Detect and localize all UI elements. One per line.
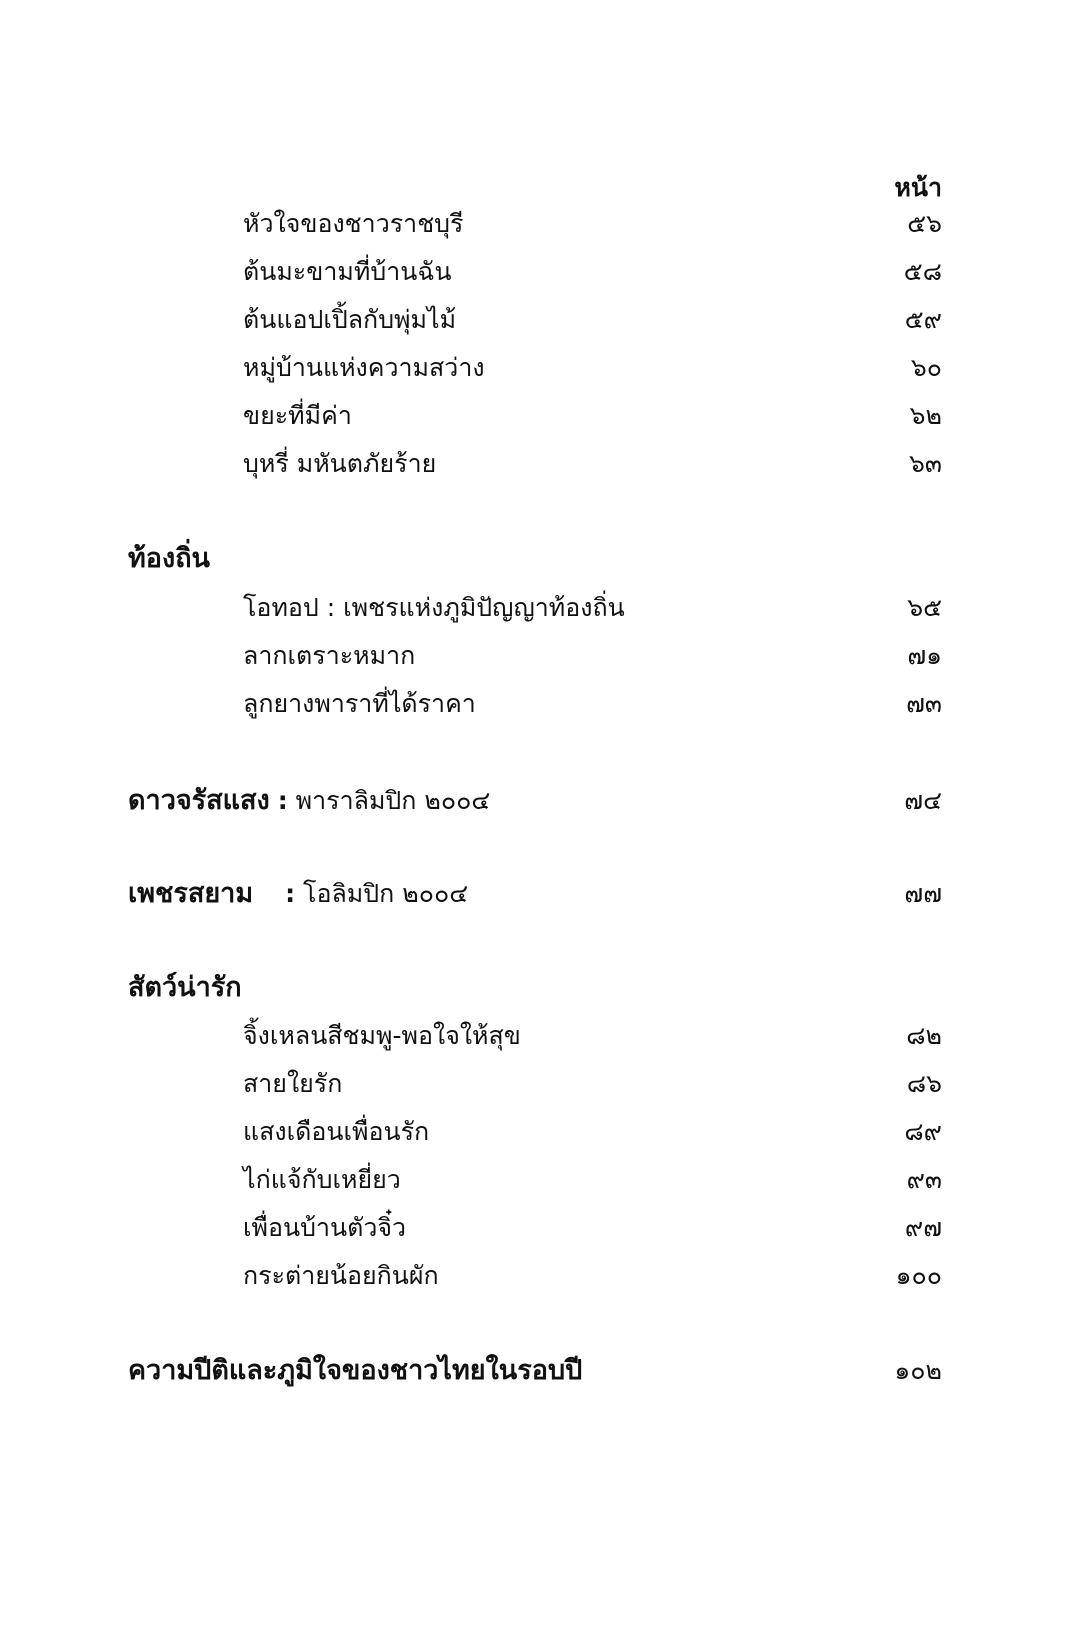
toc-entry [0, 1254, 1072, 1298]
entry-title: ขยะที่มีค่า [243, 401, 352, 430]
toc-entry-diamond [0, 872, 1072, 916]
entry-page: ๘๖ [906, 1069, 942, 1098]
entry-subtitle: พาราลิมปิก ๒๐๐๔ [295, 786, 491, 815]
entry-title: กระต่ายน้อยกินผัก [243, 1261, 439, 1290]
entry-title: หมู่บ้านแห่งความสว่าง [243, 353, 485, 382]
entry-page: ๗๓ [906, 689, 942, 718]
entry-heading: ดาวจรัสแสง [128, 785, 270, 816]
entry-page: ๕๘ [903, 257, 942, 286]
entry-page: ๖๐ [910, 353, 942, 382]
entry-title: ต้นแอปเปิ้ลกับพุ่มไม้ [243, 305, 457, 334]
toc-entry [0, 634, 1072, 678]
toc-entry [0, 202, 1072, 246]
entry-title: จิ้งเหลนสีชมพู-พอใจให้สุข [243, 1021, 521, 1050]
entry-page: ๗๑ [907, 641, 942, 670]
toc-entry [0, 1110, 1072, 1154]
toc-entry [0, 298, 1072, 342]
toc-entry [0, 250, 1072, 294]
entry-heading: เพชรสยาม [128, 878, 254, 909]
entry-title: หัวใจของชาวราชบุรี [243, 209, 464, 238]
entry-title: ต้นมะขามที่บ้านฉัน [243, 257, 452, 286]
entry-page: ๘๙ [904, 1117, 942, 1146]
entry-page: ๖๒ [909, 401, 942, 430]
entry-page: ๕๙ [904, 305, 942, 334]
section-heading-pets: สัตว์น่ารัก [128, 972, 242, 1003]
entry-separator: : [285, 879, 296, 908]
toc-entry [0, 1062, 1072, 1106]
toc-entry [0, 346, 1072, 390]
entry-page: ๙๗ [904, 1213, 942, 1242]
entry-title: ลูกยางพาราที่ได้ราคา [243, 689, 476, 718]
entry-page: ๑๐๐ [895, 1261, 942, 1290]
entry-heading: ความปีติและภูมิใจของชาวไทยในรอบปี [128, 1355, 583, 1386]
section-heading-local: ท้องถิ่น [128, 543, 211, 574]
toc-entry [0, 1206, 1072, 1250]
entry-page: ๖๓ [909, 449, 942, 478]
toc-entry [0, 1014, 1072, 1058]
entry-title: ลากเตราะหมาก [243, 641, 416, 670]
entry-title: สายใยรัก [243, 1069, 343, 1098]
toc-entry-pride [0, 1349, 1072, 1393]
entry-title: บุหรี่ มหันตภัยร้าย [243, 449, 437, 478]
entry-title: แสงเดือนเพื่อนรัก [243, 1117, 430, 1146]
entry-page: ๕๖ [907, 209, 942, 238]
toc-entry [0, 682, 1072, 726]
entry-page: ๖๕ [907, 593, 942, 622]
entry-title: ไก่แจ้กับเหยี่ยว [243, 1165, 401, 1194]
entry-page: ๗๗ [904, 879, 942, 908]
entry-subtitle: โอลิมปิก ๒๐๐๔ [303, 879, 469, 908]
toc-entry [0, 1158, 1072, 1202]
toc-entry-star [0, 779, 1072, 823]
toc-entry [0, 586, 1072, 630]
entry-page: ๗๔ [904, 786, 942, 815]
page-column-label: หน้า [894, 173, 942, 202]
toc-entry [0, 394, 1072, 438]
entry-title: เพื่อนบ้านตัวจิ๋ว [243, 1213, 407, 1242]
entry-page: ๘๒ [906, 1021, 942, 1050]
entry-separator: : [277, 786, 288, 815]
entry-page: ๑๐๒ [894, 1356, 942, 1385]
entry-page: ๙๓ [906, 1165, 942, 1194]
entry-title: โอทอป : เพชรแห่งภูมิปัญญาท้องถิ่น [243, 593, 625, 622]
toc-entry [0, 442, 1072, 486]
